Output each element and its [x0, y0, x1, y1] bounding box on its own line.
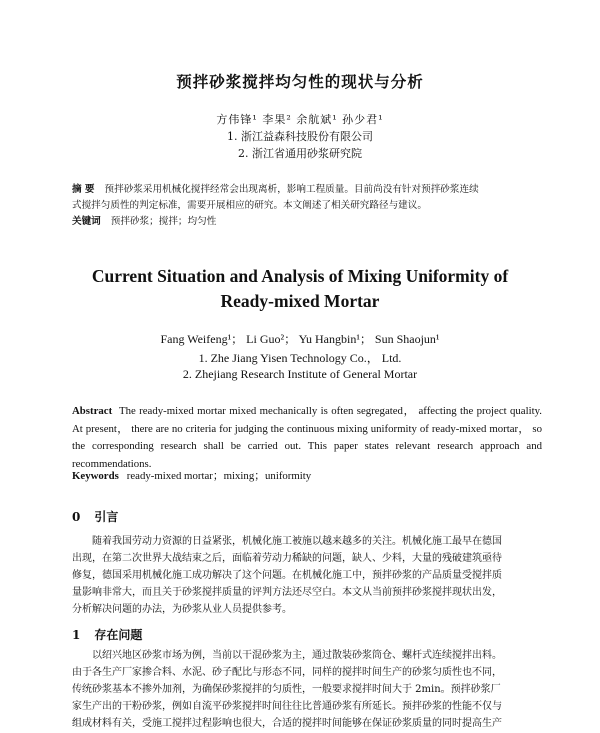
- chinese-abstract: [72, 182, 542, 230]
- english-keywords-label: Keywords: [72, 470, 119, 482]
- body-line: 随着我国劳动力资源的日益紧张，机械化施工被施以越来越多的关注。机械化施工最早在德国: [92, 536, 502, 547]
- body-line: 家生产出的干粉砂浆，例如自流平砂浆搅拌时间往往比普通砂浆有所延长。预拌砂浆的性能不仅与: [72, 701, 502, 712]
- section-body-problems: [72, 647, 542, 732]
- body-line: 量影响非常大，而且关于砂浆搅拌质量的评判方法还尽空白。本文从当前预拌砂浆搅拌现状出发，: [72, 587, 502, 598]
- section-title: 存在问题: [94, 628, 143, 642]
- chinese-keywords-label: 关键词: [72, 216, 101, 227]
- section-number: 0: [72, 510, 81, 524]
- english-title: [0, 264, 600, 314]
- section-heading-problems: [72, 626, 142, 643]
- body-line: 分析解决问题的办法，为砂浆从业人员提供参考。: [72, 604, 292, 615]
- chinese-title: 预拌砂浆搅拌均匀性的现状与分析: [176, 72, 424, 91]
- chinese-abstract-line: 式搅拌匀质性的判定标准，需要开展相应的研究。本文阐述了相关研究路径与建议。: [72, 200, 427, 211]
- chinese-keywords: 预拌砂浆；搅拌；均匀性: [110, 216, 217, 227]
- chinese-affiliation-2: 2. 浙江省通用砂浆研究院: [238, 147, 362, 160]
- body-line: 以绍兴地区砂浆市场为例，当前以干混砂浆为主，通过散装砂浆筒仓、螺杆式连续搅拌出料。: [92, 650, 502, 661]
- body-line: 组成材料有关，受施工搅拌过程影响也很大，合适的搅拌时间能够在保证砂浆质量的同时提高生产: [72, 718, 502, 729]
- body-line: 出现，在第二次世界大战结束之后，面临着劳动力稀缺的问题，缺人、少料，大量的残破建筑亟待: [72, 553, 502, 564]
- chinese-authors: 方伟锋¹ 李果² 余航斌¹ 孙少君¹: [216, 113, 384, 126]
- english-affiliation-1: 1. Zhe Jiang Yisen Technology Co.， Ltd.: [198, 351, 402, 365]
- body-line: 由于各生产厂家掺合料、水泥、砂子配比与形态不同，同样的搅拌时间生产的砂浆匀质性也不同，: [72, 667, 502, 678]
- body-line: 修复，德国采用机械化施工成功解决了这个问题。在机械化施工中，预拌砂浆的产品质量受搅拌质: [72, 570, 502, 581]
- english-affiliation-2: 2. Zhejiang Research Institute of General Mortar: [182, 367, 418, 381]
- english-title-line-1: Current Situation and Analysis of Mixing Uniformity of: [91, 266, 509, 286]
- english-keywords-row: [72, 468, 311, 483]
- english-abstract: [72, 403, 542, 473]
- section-heading-intro: [72, 508, 118, 525]
- chinese-abstract-line: 预拌砂浆采用机械化搅拌经常会出现离析，影响工程质量。目前尚没有针对预拌砂浆连续: [104, 184, 479, 195]
- english-title-line-2: Ready-mixed Mortar: [220, 291, 380, 311]
- english-abstract-text: The ready-mixed mortar mixed mechanically is often segregated， affecting the project quality. At present， there are no criteria for judging the continuous mixing uniformity of ready-mixed mortar， so the corresponding research shall be carried out. This paper states relevant research approach and recommendations.: [72, 405, 542, 470]
- english-authors: Fang Weifeng¹； Li Guo²； Yu Hangbin¹； Sun Shaojun¹: [160, 332, 440, 346]
- chinese-affiliation-1: 1. 浙江益森科技股份有限公司: [227, 130, 373, 143]
- section-title: 引言: [94, 510, 119, 524]
- section-body-intro: [72, 533, 542, 618]
- body-line: 传统砂浆基本不掺外加剂，为确保砂浆搅拌的匀质性，一般要求搅拌时间大于 2min。预拌砂浆厂: [72, 684, 501, 695]
- section-number: 1: [72, 628, 81, 642]
- chinese-abstract-label: 摘 要: [72, 184, 95, 195]
- english-abstract-label: Abstract: [72, 405, 113, 417]
- english-keywords: ready-mixed mortar；mixing；uniformity: [126, 470, 312, 482]
